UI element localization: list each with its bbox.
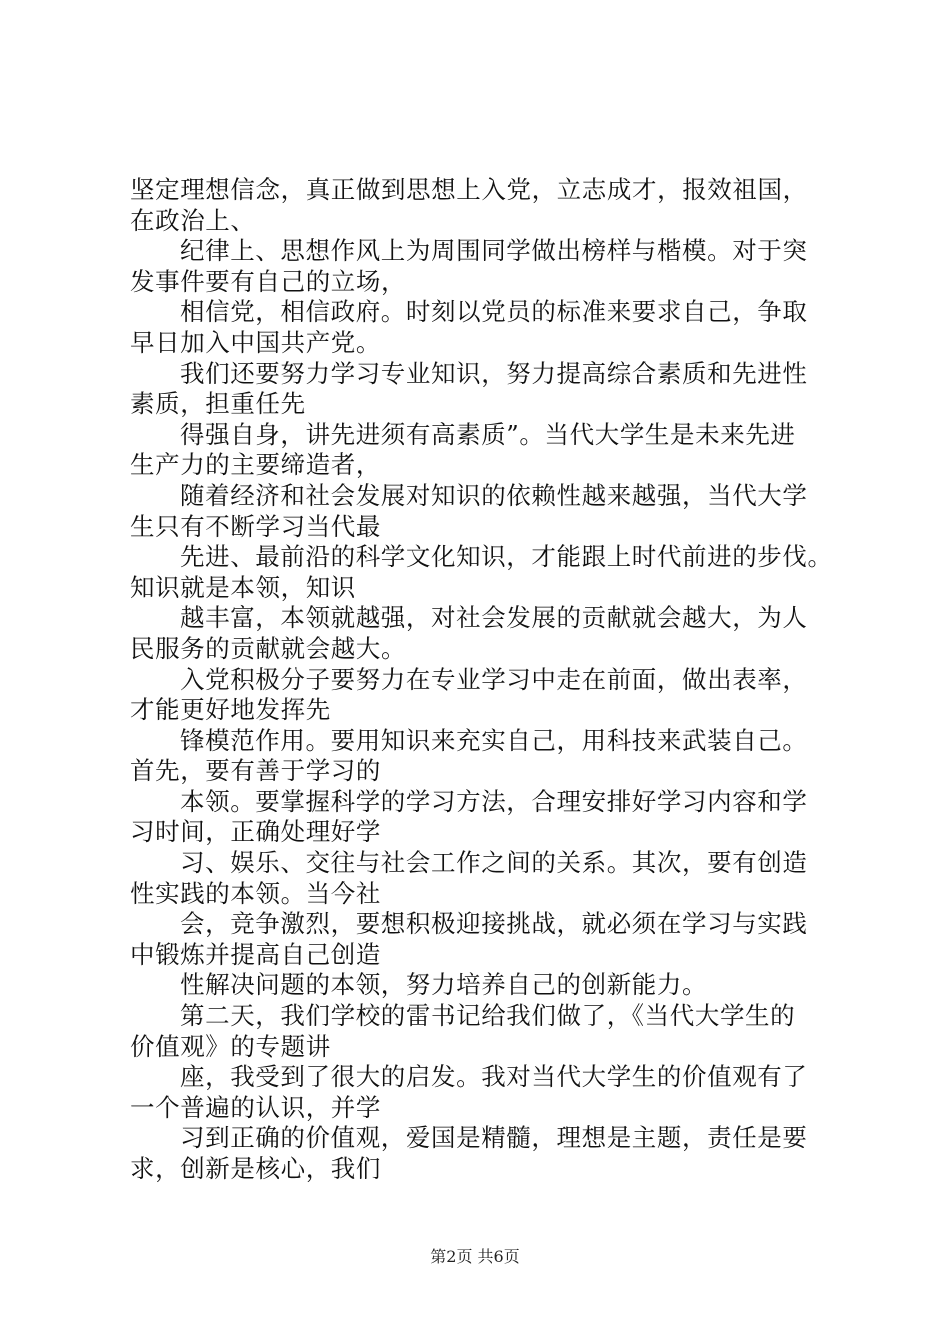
text-line: 入党积极分子要努力在专业学习中走在前面，做出表率， <box>180 664 808 694</box>
text-line: 锋模范作用。要用知识来充实自己，用科技来武装自己。 <box>180 725 808 755</box>
text-line: 坚定理想信念，真正做到思想上入党，立志成才，报效祖国， <box>130 175 808 204</box>
text-line: 首先，要有善于学习的 <box>130 756 381 786</box>
text-line: 习、娱乐、交往与社会工作之间的关系。其次，要有创造 <box>180 848 808 878</box>
text-line: 求，创新是核心，我们 <box>130 1154 381 1183</box>
text-line: 先进、最前沿的科学文化知识，才能跟上时代前进的步伐。 <box>180 542 833 572</box>
text-line: 发事件要有自己的立场， <box>130 266 407 296</box>
text-line: 生只有不断学习当代最 <box>130 511 381 541</box>
text-line: 生产力的主要缔造者， <box>130 450 381 480</box>
text-line: 才能更好地发挥先 <box>130 695 331 725</box>
text-line: 习到正确的价值观，爱国是精髓，理想是主题，责任是要 <box>180 1123 808 1153</box>
text-line: 越丰富，本领就越强，对社会发展的贡献就会越大，为人 <box>180 603 808 633</box>
text-line: 随着经济和社会发展对知识的依赖性越来越强，当代大学 <box>180 480 808 510</box>
text-line: 得强自身，讲先进须有高素质”。当代大学生是未来先进 <box>180 419 796 449</box>
text-line: 相信党，相信政府。时刻以党员的标准来要求自己，争取 <box>180 297 808 327</box>
text-line: 我们还要努力学习专业知识，努力提高综合素质和先进性 <box>180 358 808 388</box>
text-line: 第二天，我们学校的雷书记给我们做了，《当代大学生的 <box>180 1001 796 1031</box>
text-line: 本领。要掌握科学的学习方法，合理安排好学习内容和学 <box>180 786 808 816</box>
text-line: 中锻炼并提高自己创造 <box>130 939 381 969</box>
text-line: 座，我受到了很大的启发。我对当代大学生的价值观有了 <box>180 1062 808 1092</box>
text-line: 一个普遍的认识，并学 <box>130 1092 381 1122</box>
text-line: 知识就是本领，知识 <box>130 572 356 602</box>
page-footer: 第2页 共6页 <box>430 1247 520 1266</box>
document-body <box>130 175 850 1185</box>
text-line: 素质，担重任先 <box>130 389 306 419</box>
text-line: 性解决问题的本领，努力培养自己的创新能力。 <box>180 970 708 1000</box>
text-line: 民服务的贡献就会越大。 <box>130 633 407 663</box>
text-line: 会，竞争激烈，要想积极迎接挑战，就必须在学习与实践 <box>180 909 808 939</box>
text-line: 纪律上、思想作风上为周围同学做出榜样与楷模。对于突 <box>180 236 808 266</box>
text-line: 习时间，正确处理好学 <box>130 817 381 847</box>
text-line: 在政治上、 <box>130 205 256 235</box>
text-line: 早日加入中国共产党。 <box>130 327 381 357</box>
text-line: 性实践的本领。当今社 <box>130 878 381 908</box>
text-line: 价值观》的专题讲 <box>130 1031 331 1061</box>
